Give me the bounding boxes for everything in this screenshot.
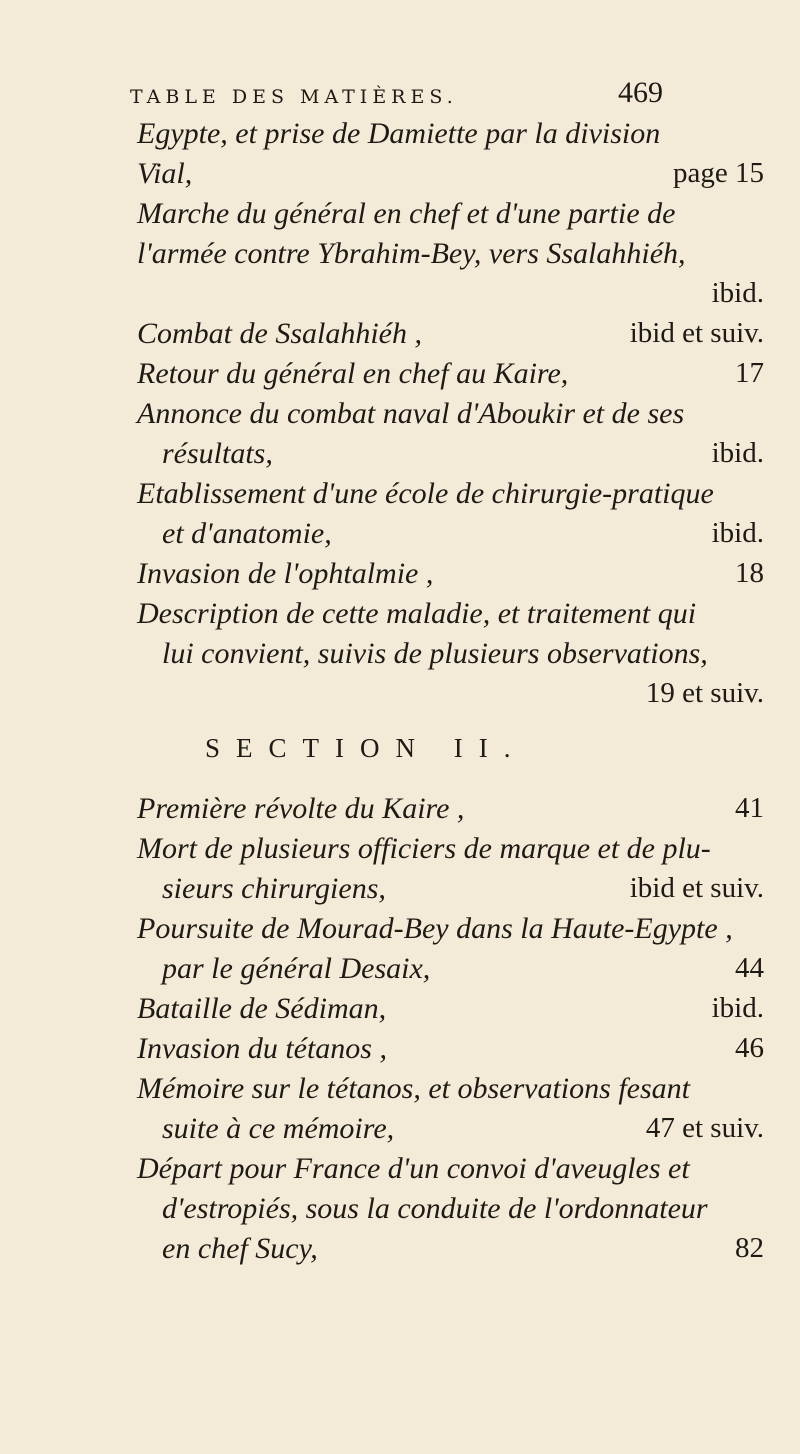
section-heading: SECTION II.: [205, 733, 527, 763]
entry-page-ref: 41: [735, 792, 764, 824]
running-title: TABLE DES MATIÈRES.: [130, 86, 458, 108]
entry-text: l'armée contre Ybrahim-Bey, vers Ssalahhiéh,: [137, 237, 686, 270]
entry-text: Description de cette maladie, et traitement qui: [137, 597, 697, 630]
entry-text: Etablissement d'une école de chirurgie-pratique: [137, 477, 714, 510]
entry-text: Invasion du tétanos ,: [137, 1032, 387, 1065]
entry-text: Invasion de l'ophtalmie ,: [137, 557, 434, 590]
entry-page-ref: ibid.: [711, 517, 764, 549]
page-number: 469: [618, 76, 663, 109]
entry-text: Combat de Ssalahhiéh ,: [137, 317, 422, 350]
entry-text: Egypte, et prise de Damiette par la division: [137, 117, 661, 150]
entry-page-ref: ibid.: [711, 277, 764, 309]
entry-page-ref: ibid.: [711, 437, 764, 469]
entry-page-ref: ibid et suiv.: [629, 872, 764, 904]
entry-text: Mémoire sur le tétanos, et observations fesant: [137, 1072, 690, 1105]
entry-text: lui convient, suivis de plusieurs observations,: [162, 637, 708, 670]
entry-text: en chef Sucy,: [162, 1232, 318, 1265]
entry-page-ref: 46: [735, 1032, 764, 1064]
entry-text: suite à ce mémoire,: [162, 1112, 395, 1145]
entry-text: Mort de plusieurs officiers de marque et de plu-: [137, 832, 711, 865]
entry-text: résultats,: [162, 437, 273, 470]
entry-text: d'estropiés, sous la conduite de l'ordonnateur: [162, 1192, 708, 1225]
entry-text: par le général Desaix,: [162, 952, 431, 985]
entry-text: Bataille de Sédiman,: [137, 992, 387, 1025]
entry-text: Première révolte du Kaire ,: [137, 792, 465, 825]
entry-text: sieurs chirurgiens,: [162, 872, 386, 905]
entry-text: Vial,: [137, 157, 193, 190]
entry-text: et d'anatomie,: [162, 517, 332, 550]
entry-text: Marche du général en chef et d'une partie de: [137, 197, 676, 230]
entry-page-ref: 44: [735, 952, 764, 984]
entry-page-ref: 82: [735, 1232, 764, 1264]
entry-text: Annonce du combat naval d'Aboukir et de ses: [137, 397, 685, 430]
entry-page-ref: 17: [735, 357, 764, 389]
entry-text: Départ pour France d'un convoi d'aveugles et: [137, 1152, 690, 1185]
entry-text: Retour du général en chef au Kaire,: [137, 357, 569, 390]
entry-page-ref: ibid et suiv.: [629, 317, 764, 349]
entry-page-ref: page 15: [673, 157, 764, 189]
entry-text: Poursuite de Mourad-Bey dans la Haute-Egypte ,: [137, 912, 733, 945]
entry-page-ref: 19 et suiv.: [645, 677, 764, 709]
entry-page-ref: 18: [735, 557, 764, 589]
entry-page-ref: 47 et suiv.: [645, 1112, 764, 1144]
entry-page-ref: ibid.: [711, 992, 764, 1024]
